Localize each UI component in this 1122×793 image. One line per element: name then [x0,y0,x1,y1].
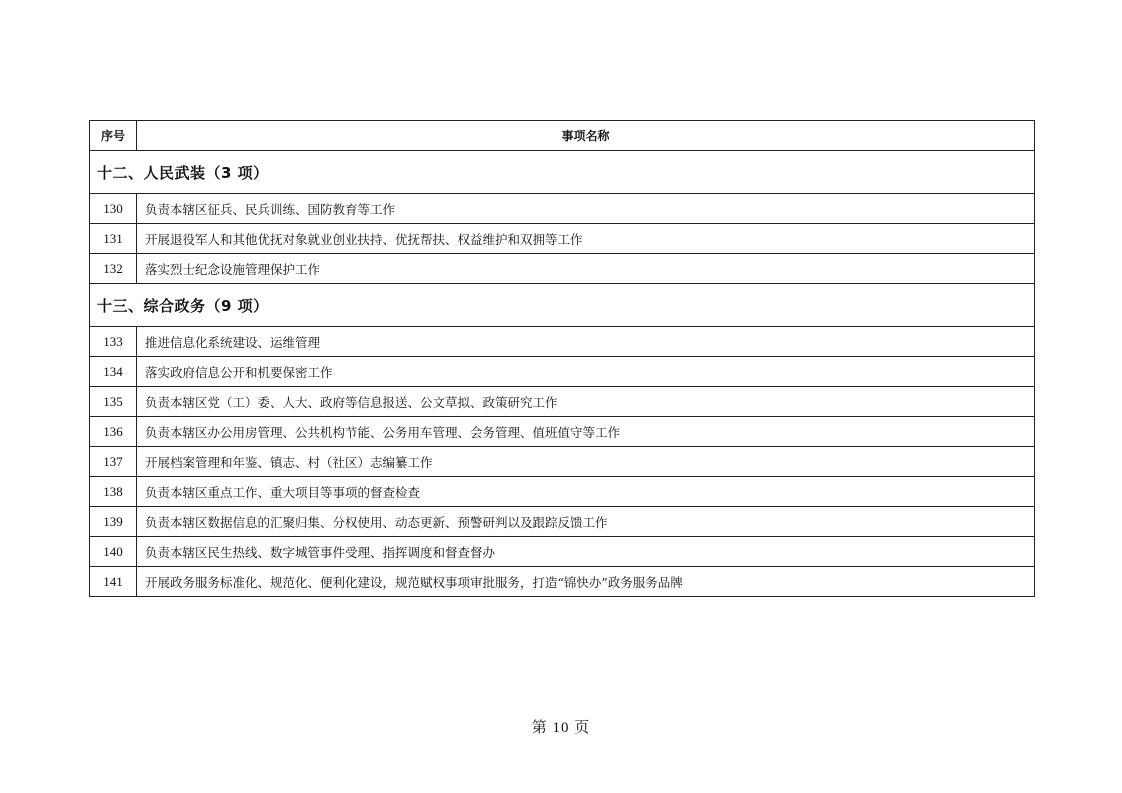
item-number: 136 [90,417,137,447]
item-name: 落实政府信息公开和机要保密工作 [137,357,1035,387]
table-header-row [90,121,1035,151]
item-number: 130 [90,194,137,224]
table-row [90,567,1035,597]
item-number: 140 [90,537,137,567]
item-name: 负责本辖区办公用房管理、公共机构节能、公务用车管理、会务管理、值班值守等工作 [137,417,1035,447]
table-row [90,224,1035,254]
table-row [90,447,1035,477]
table-row [90,477,1035,507]
item-number: 131 [90,224,137,254]
section-title: 十二、人民武装（3 项） [90,151,1035,194]
page-number: 第 10 页 [531,720,591,736]
table-row [90,194,1035,224]
item-number: 138 [90,477,137,507]
section-row [90,151,1035,194]
item-number: 141 [90,567,137,597]
table-row [90,357,1035,387]
section-row [90,284,1035,327]
item-name: 开展档案管理和年鉴、镇志、村（社区）志编纂工作 [137,447,1035,477]
item-number: 132 [90,254,137,284]
table-row [90,327,1035,357]
table-row [90,254,1035,284]
item-name: 负责本辖区重点工作、重大项目等事项的督查检查 [137,477,1035,507]
item-name: 负责本辖区数据信息的汇聚归集、分权使用、动态更新、预警研判以及跟踪反馈工作 [137,507,1035,537]
table-row [90,507,1035,537]
item-name: 开展退役军人和其他优抚对象就业创业扶持、优抚帮扶、权益维护和双拥等工作 [137,224,1035,254]
item-number: 134 [90,357,137,387]
section-title: 十三、综合政务（9 项） [90,284,1035,327]
items-table [89,120,1035,597]
item-name: 开展政务服务标准化、规范化、便利化建设，规范赋权事项审批服务，打造“锦快办”政务服务品牌 [137,567,1035,597]
header-number: 序号 [90,121,137,151]
item-name: 负责本辖区民生热线、数字城管事件受理、指挥调度和督查督办 [137,537,1035,567]
item-name: 负责本辖区征兵、民兵训练、国防教育等工作 [137,194,1035,224]
item-number: 135 [90,387,137,417]
item-number: 137 [90,447,137,477]
item-number: 133 [90,327,137,357]
item-name: 负责本辖区党（工）委、人大、政府等信息报送、公文草拟、政策研究工作 [137,387,1035,417]
header-item-name: 事项名称 [137,121,1035,151]
item-number: 139 [90,507,137,537]
table-body [90,151,1035,597]
table-row [90,387,1035,417]
item-name: 推进信息化系统建设、运维管理 [137,327,1035,357]
table-row [90,537,1035,567]
item-name: 落实烈士纪念设施管理保护工作 [137,254,1035,284]
table-row [90,417,1035,447]
